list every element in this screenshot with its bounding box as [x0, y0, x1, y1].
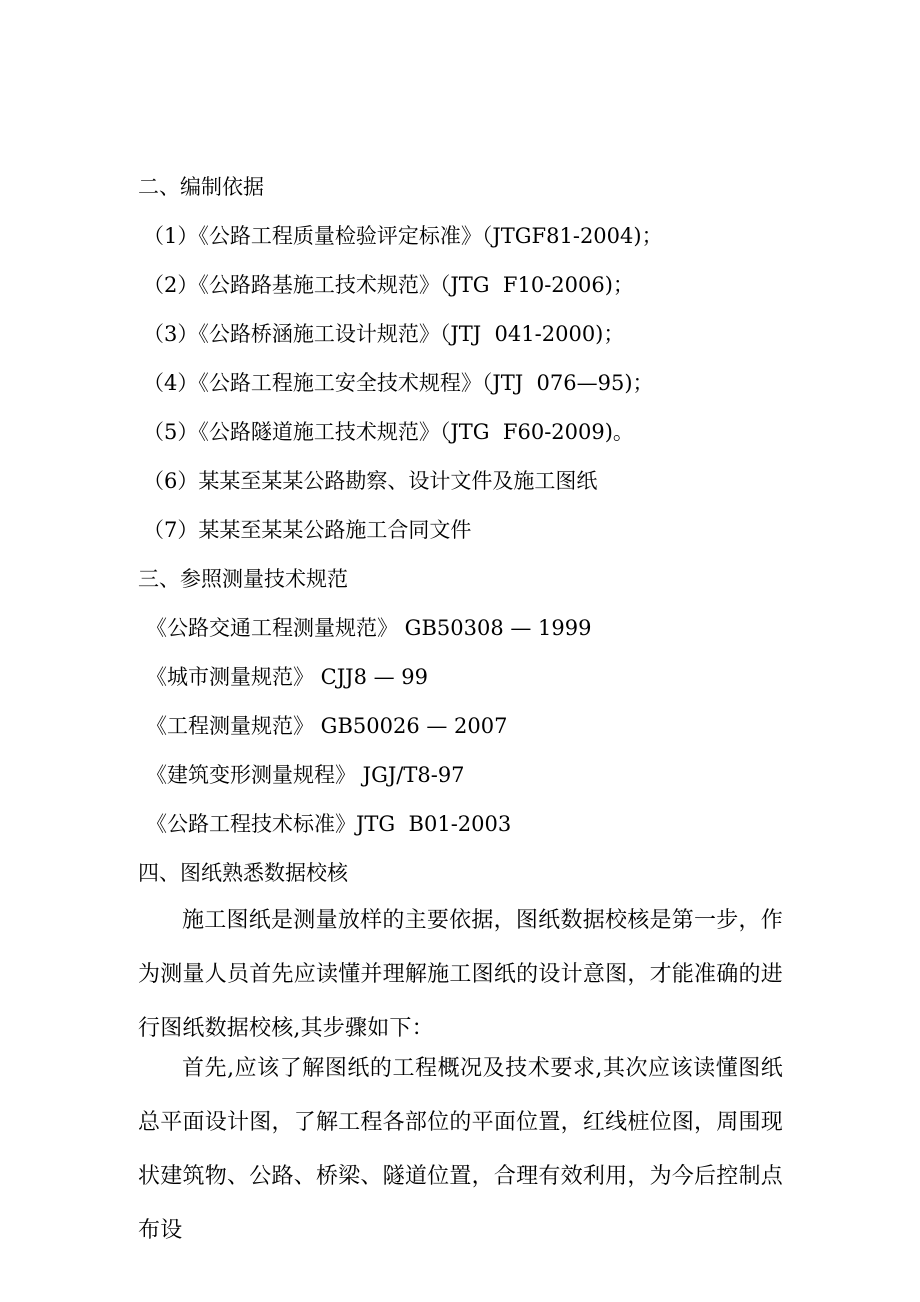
- basis-item-5: （5）《公路隧道施工技术规范》（JTG F60-2009)。: [143, 420, 634, 444]
- basis-item-3: （3）《公路桥涵施工设计规范》（JTJ 041-2000)；: [143, 322, 625, 346]
- standard-item-2: 《城市测量规范》 CJJ8 — 99: [146, 665, 429, 689]
- basis-item-7: （7）某某至某某公路施工合同文件: [143, 518, 472, 542]
- standard-item-1: 《公路交通工程测量规范》 GB50308 — 1999: [146, 616, 592, 640]
- standard-item-5: 《公路工程技术标准》JTG B01-2003: [146, 812, 512, 836]
- basis-item-1: （1）《公路工程质量检验评定标准》（JTGF81-2004)；: [143, 224, 663, 248]
- section-heading-basis: 二、编制依据: [138, 175, 264, 199]
- body-paragraph-2: 首先,应该了解图纸的工程概况及技术要求,其次应该读懂图纸总平面设计图，了解工程各部位的平面位置，红线桩位图，周围现状建筑物、公路、桥梁、隧道位置，合理有效利用，为今后控制点布设: [138, 1056, 783, 1243]
- standard-item-4: 《建筑变形测量规程》 JGJ/T8-97: [146, 763, 465, 787]
- standard-item-3: 《工程测量规范》 GB50026 — 2007: [146, 714, 508, 738]
- basis-item-6: （6）某某至某某公路勘察、设计文件及施工图纸: [143, 469, 598, 493]
- section-heading-standards: 三、参照测量技术规范: [138, 567, 348, 591]
- basis-item-2: （2）《公路路基施工技术规范》（JTG F10-2006)；: [143, 273, 634, 297]
- section-heading-drawing-check: 四、图纸熟悉数据校核: [138, 861, 348, 885]
- body-paragraph-1: 施工图纸是测量放样的主要依据，图纸数据校核是第一步，作为测量人员首先应读懂并理解施工图纸的设计意图，才能准确的进行图纸数据校核,其步骤如下：: [138, 908, 783, 1041]
- basis-item-4: （4）《公路工程施工安全技术规程》（JTJ 076—95)；: [143, 371, 654, 395]
